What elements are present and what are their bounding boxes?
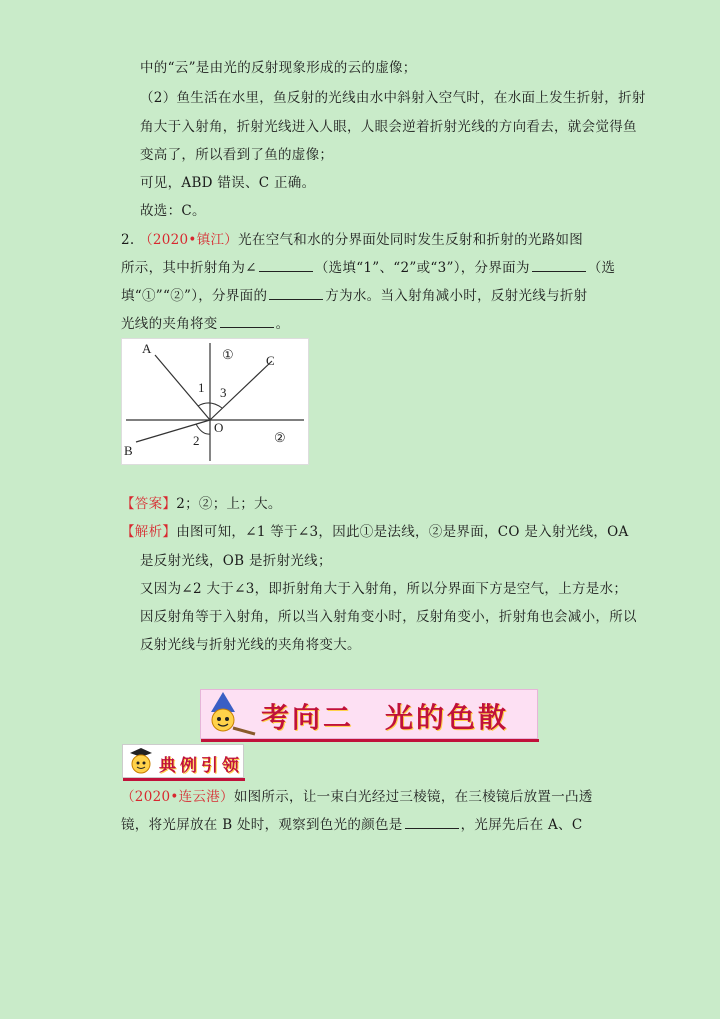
question-source: （2020•连云港）	[121, 789, 234, 805]
label-angle-3: 3	[220, 385, 227, 400]
answer-blank	[259, 259, 313, 272]
text-line: 中的“云”是由光的反射现象形成的云的虚像；	[140, 60, 417, 76]
example-badge	[122, 744, 244, 778]
label-C: C	[266, 353, 275, 368]
wizard-mascot-icon	[203, 690, 259, 740]
question-text: 。	[275, 316, 290, 332]
graduate-mascot-icon	[124, 745, 158, 777]
label-angle-1: 1	[198, 380, 205, 395]
question-text: 光在空气和水的分界面处同时发生反射和折射的光路如图	[238, 232, 584, 248]
banner-underline	[201, 739, 539, 742]
question-2-line-3	[121, 286, 587, 306]
analysis-line: 因反射角等于入射角，所以当入射角变小时，反射角变小，折射角也会减小，所以	[140, 609, 637, 625]
answer-text: 2；②；上；大。	[176, 496, 282, 512]
question-text: 镜，将光屏放在 B 处时，观察到色光的颜色是	[121, 817, 403, 833]
answer-blank	[269, 287, 323, 300]
question-2-line-1	[121, 230, 583, 250]
label-A: A	[142, 341, 152, 356]
text-line: 变高了，所以看到了鱼的虚像；	[140, 147, 334, 163]
section-banner	[200, 689, 538, 739]
answer-blank	[532, 259, 586, 272]
label-region-1: ①	[222, 347, 234, 362]
analysis-text: 由图可知，∠1 等于∠3，因此①是法线，②是界面，CO 是入射光线，OA	[176, 524, 629, 540]
light-path-diagram	[121, 338, 309, 465]
answer-blank	[220, 315, 274, 328]
analysis-line: 是反射光线，OB 是折射光线；	[140, 553, 332, 569]
label-region-2: ②	[274, 430, 286, 445]
question-source: （2020•镇江）	[139, 232, 239, 248]
question-text: ，光屏先后在 A、C	[460, 817, 583, 833]
question-text: （选填“1”、“2”或“3”），分界面为	[314, 260, 530, 276]
question-3-line-1	[121, 787, 593, 807]
analysis-line: 反射光线与折射光线的夹角将变大。	[140, 637, 361, 653]
badge-label: 典例引领	[159, 756, 243, 776]
analysis-line: 又因为∠2 大于∠3，即折射角大于入射角，所以分界面下方是空气，上方是水；	[140, 581, 628, 597]
label-angle-2: 2	[193, 433, 200, 448]
analysis-tag: 【解析】	[121, 524, 177, 540]
text-line: （2）鱼生活在水里，鱼反射的光线由水中斜射入空气时，在水面上发生折射，折射	[140, 90, 646, 106]
question-text: 填“①”“②”），分界面的	[121, 288, 268, 304]
question-2-line-2	[121, 258, 615, 278]
question-text: （选	[587, 260, 616, 276]
answer-tag: 【答案】	[121, 496, 177, 512]
answer-line	[121, 494, 282, 514]
text-line: 可见，ABD 错误、C 正确。	[140, 175, 316, 191]
question-3-line-2	[121, 815, 582, 835]
question-text: 光线的夹角将变	[121, 316, 218, 332]
analysis-line	[121, 522, 629, 542]
question-number: 2.	[121, 232, 135, 248]
text-line: 角大于入射角，折射光线进入人眼，人眼会逆着折射光线的方向看去，就会觉得鱼	[140, 119, 637, 135]
question-text: 如图所示，让一束白光经过三棱镜，在三棱镜后放置一凸透	[233, 789, 593, 805]
question-text: 方为水。当入射角减小时，反射光线与折射	[325, 288, 588, 304]
badge-underline	[123, 778, 245, 781]
question-text: 所示，其中折射角为∠	[121, 260, 257, 276]
answer-blank	[405, 816, 459, 829]
label-B: B	[124, 443, 133, 458]
question-2-line-4	[121, 314, 289, 334]
section-title: 考向二 光的色散	[261, 701, 510, 734]
text-line: 故选：C。	[140, 203, 206, 219]
label-O: O	[214, 420, 224, 435]
